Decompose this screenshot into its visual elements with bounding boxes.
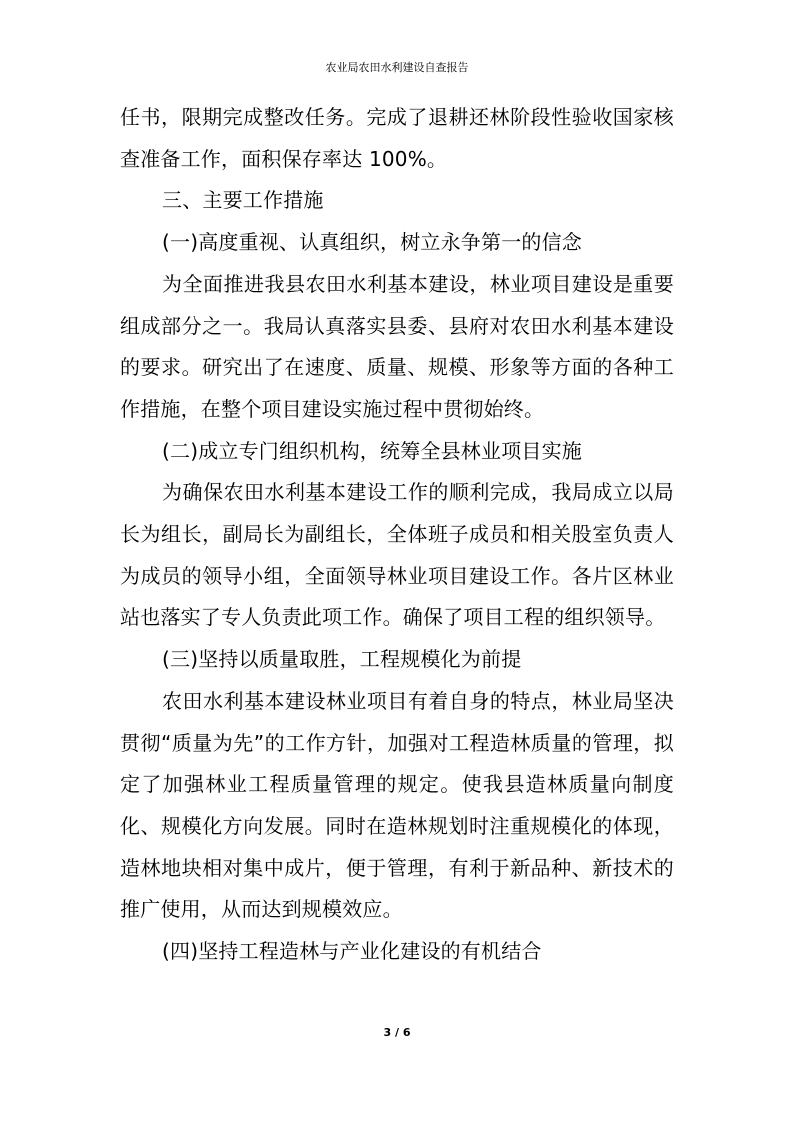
subsection-heading: (三)坚持以质量取胜，工程规模化为前提 [162,647,522,672]
paragraph: 为全面推进我县农田水利基本建设，林业项目建设是重要组成部分之一。我局认真落实县委、县府对农田水利基本建设的要求。研究出了在速度、质量、规模、形象等方面的各种工作措施，在整个项目建设实施过程中贯彻始终。 [120,271,674,421]
section-heading: 三、主要工作措施 [162,188,324,213]
subsection-heading: (四)坚持工程造林与产业化建设的有机结合 [162,939,542,964]
paragraph: 为确保农田水利基本建设工作的顺利完成，我局成立以局长为组长，副局长为副组长，全体班子成员和相关股室负责人为成员的领导小组，全面领导林业项目建设工作。各片区林业站也落实了专人负责此项工作。确保了项目工程的组织领导。 [120,480,674,630]
document-body [120,97,674,973]
subsection-heading: (一)高度重视、认真组织，树立永争第一的信念 [162,230,583,255]
page-header-title: 农业局农田水利建设自查报告 [325,61,469,74]
subsection-heading: (二)成立专门组织机构，统筹全县林业项目实施 [162,438,583,463]
paragraph: 任书，限期完成整改任务。完成了退耕还林阶段性验收国家核查准备工作，面积保存率达 100%。 [120,105,674,171]
page-number: 3 / 6 [383,1026,411,1039]
paragraph: 农田水利基本建设林业项目有着自身的特点，林业局坚决贯彻“质量为先”的工作方针，加强对工程造林质量的管理，拟定了加强林业工程质量管理的规定。使我县造林质量向制度化、规模化方向发展。同时在造林规划时注重规模化的体现，造林地块相对集中成片，便于管理，有利于新品种、新技术的推广使用，从而达到规模效应。 [120,688,674,922]
